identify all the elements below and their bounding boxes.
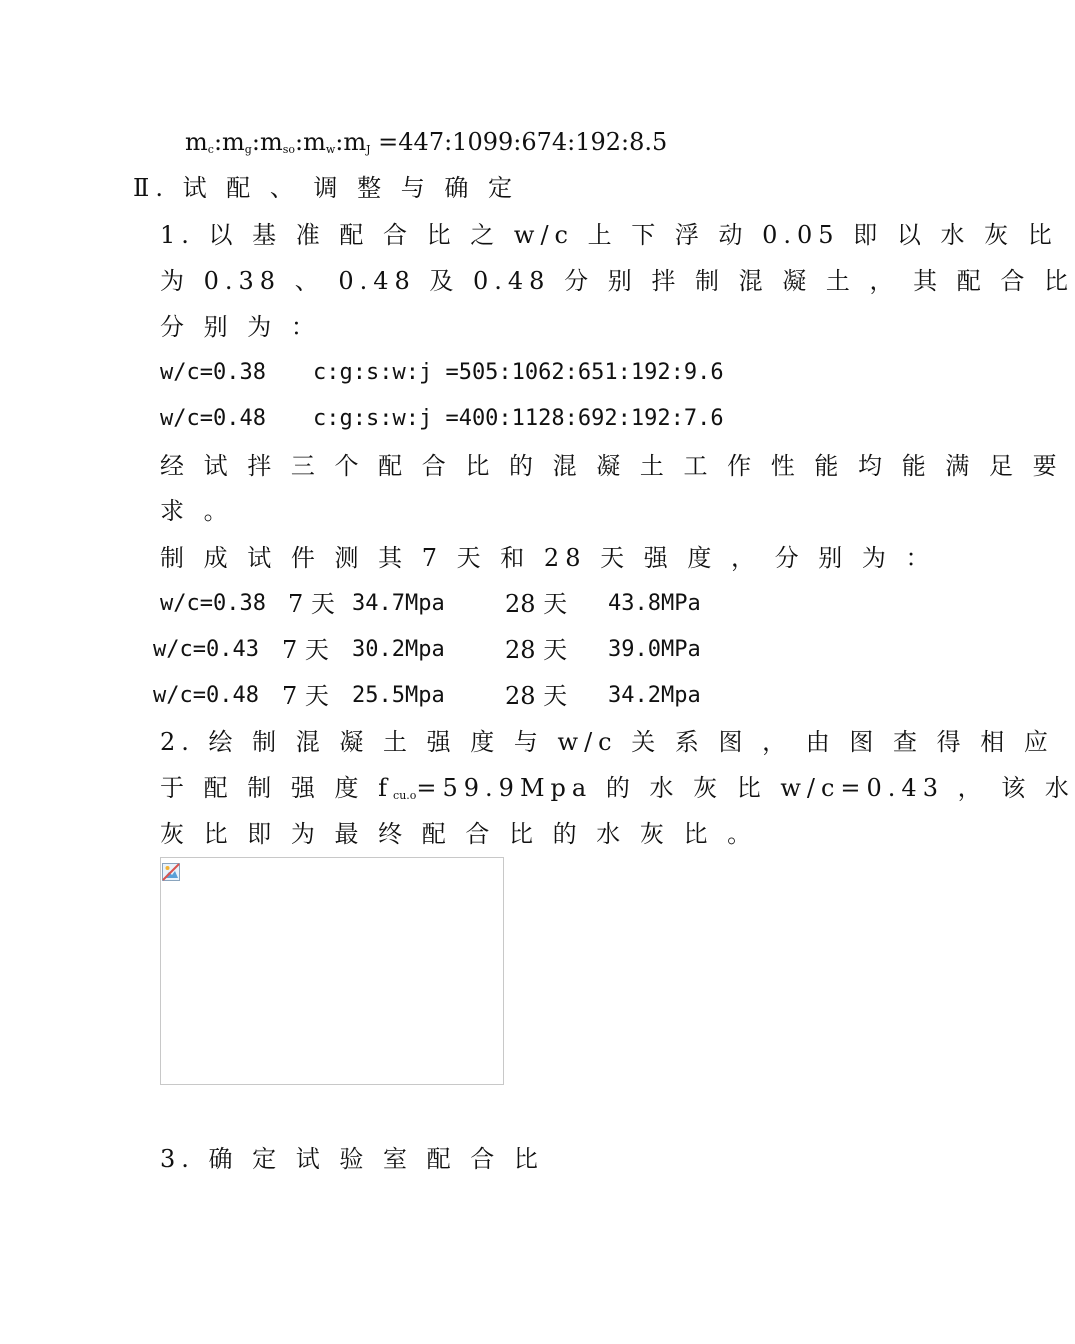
para2-line1: 经 试 拌 三 个 配 合 比 的 混 凝 土 工 作 性 能 均 能 满 足 要 [160, 452, 1063, 480]
strength-7d-value: 25.5Mpa [352, 683, 445, 708]
mix-ratio-wc: w/c=0.48 [160, 406, 266, 431]
strength-day7: 7 天 [282, 682, 329, 710]
para1-line1: 1. 以 基 准 配 合 比 之 w/c 上 下 浮 动 0.05 即 以 水 灰 比 [160, 221, 1058, 249]
strength-day28: 28 天 [505, 682, 568, 710]
strength-wc: w/c=0.43 [153, 637, 259, 662]
para2-line2: 求 。 [160, 497, 234, 525]
para5: 3. 确 定 试 验 室 配 合 比 [160, 1145, 544, 1173]
section-heading: Ⅱ. 试 配 、 调 整 与 确 定 [133, 174, 518, 202]
strength-7d-value: 34.7Mpa [352, 591, 445, 616]
strength-28d-value: 34.2Mpa [608, 683, 701, 708]
mix-ratio-value: c:g:s:w:j =400:1128:692:192:7.6 [313, 406, 724, 431]
mix-ratio-value: c:g:s:w:j =505:1062:651:192:9.6 [313, 360, 724, 385]
strength-28d-value: 43.8MPa [608, 591, 701, 616]
strength-day7: 7 天 [288, 590, 335, 618]
strength-wc: w/c=0.48 [153, 683, 259, 708]
para4-line2: 于 配 制 强 度 $f_{cu.o}=59.9Mpa$ 的 水 灰 比 w/c=0.43 ， 该 水 [160, 774, 1075, 802]
broken-image-icon [162, 859, 180, 877]
mass-ratio-formula: $m_c:m_g:m_{so}:m_w:m_J$ =447:1099:674:192:8.5 [185, 128, 668, 156]
figure-placeholder [160, 857, 504, 1085]
mix-ratio-wc: w/c=0.38 [160, 360, 266, 385]
strength-28d-value: 39.0MPa [608, 637, 701, 662]
strength-day7: 7 天 [282, 636, 329, 664]
para4-line3: 灰 比 即 为 最 终 配 合 比 的 水 灰 比 。 [160, 820, 758, 848]
para4-line1: 2. 绘 制 混 凝 土 强 度 与 w/c 关 系 图 ， 由 图 查 得 相 应 [160, 728, 1054, 756]
para3: 制 成 试 件 测 其 7 天 和 28 天 强 度 ， 分 别 为 ： [160, 544, 936, 572]
strength-day28: 28 天 [505, 636, 568, 664]
para1-line2: 为 0.38 、 0.48 及 0.48 分 别 拌 制 混 凝 土 ， 其 配 合 比 [160, 267, 1075, 295]
para1-line3: 分 别 为 ： [160, 313, 321, 341]
strength-7d-value: 30.2Mpa [352, 637, 445, 662]
strength-wc: w/c=0.38 [160, 591, 266, 616]
strength-day28: 28 天 [505, 590, 568, 618]
